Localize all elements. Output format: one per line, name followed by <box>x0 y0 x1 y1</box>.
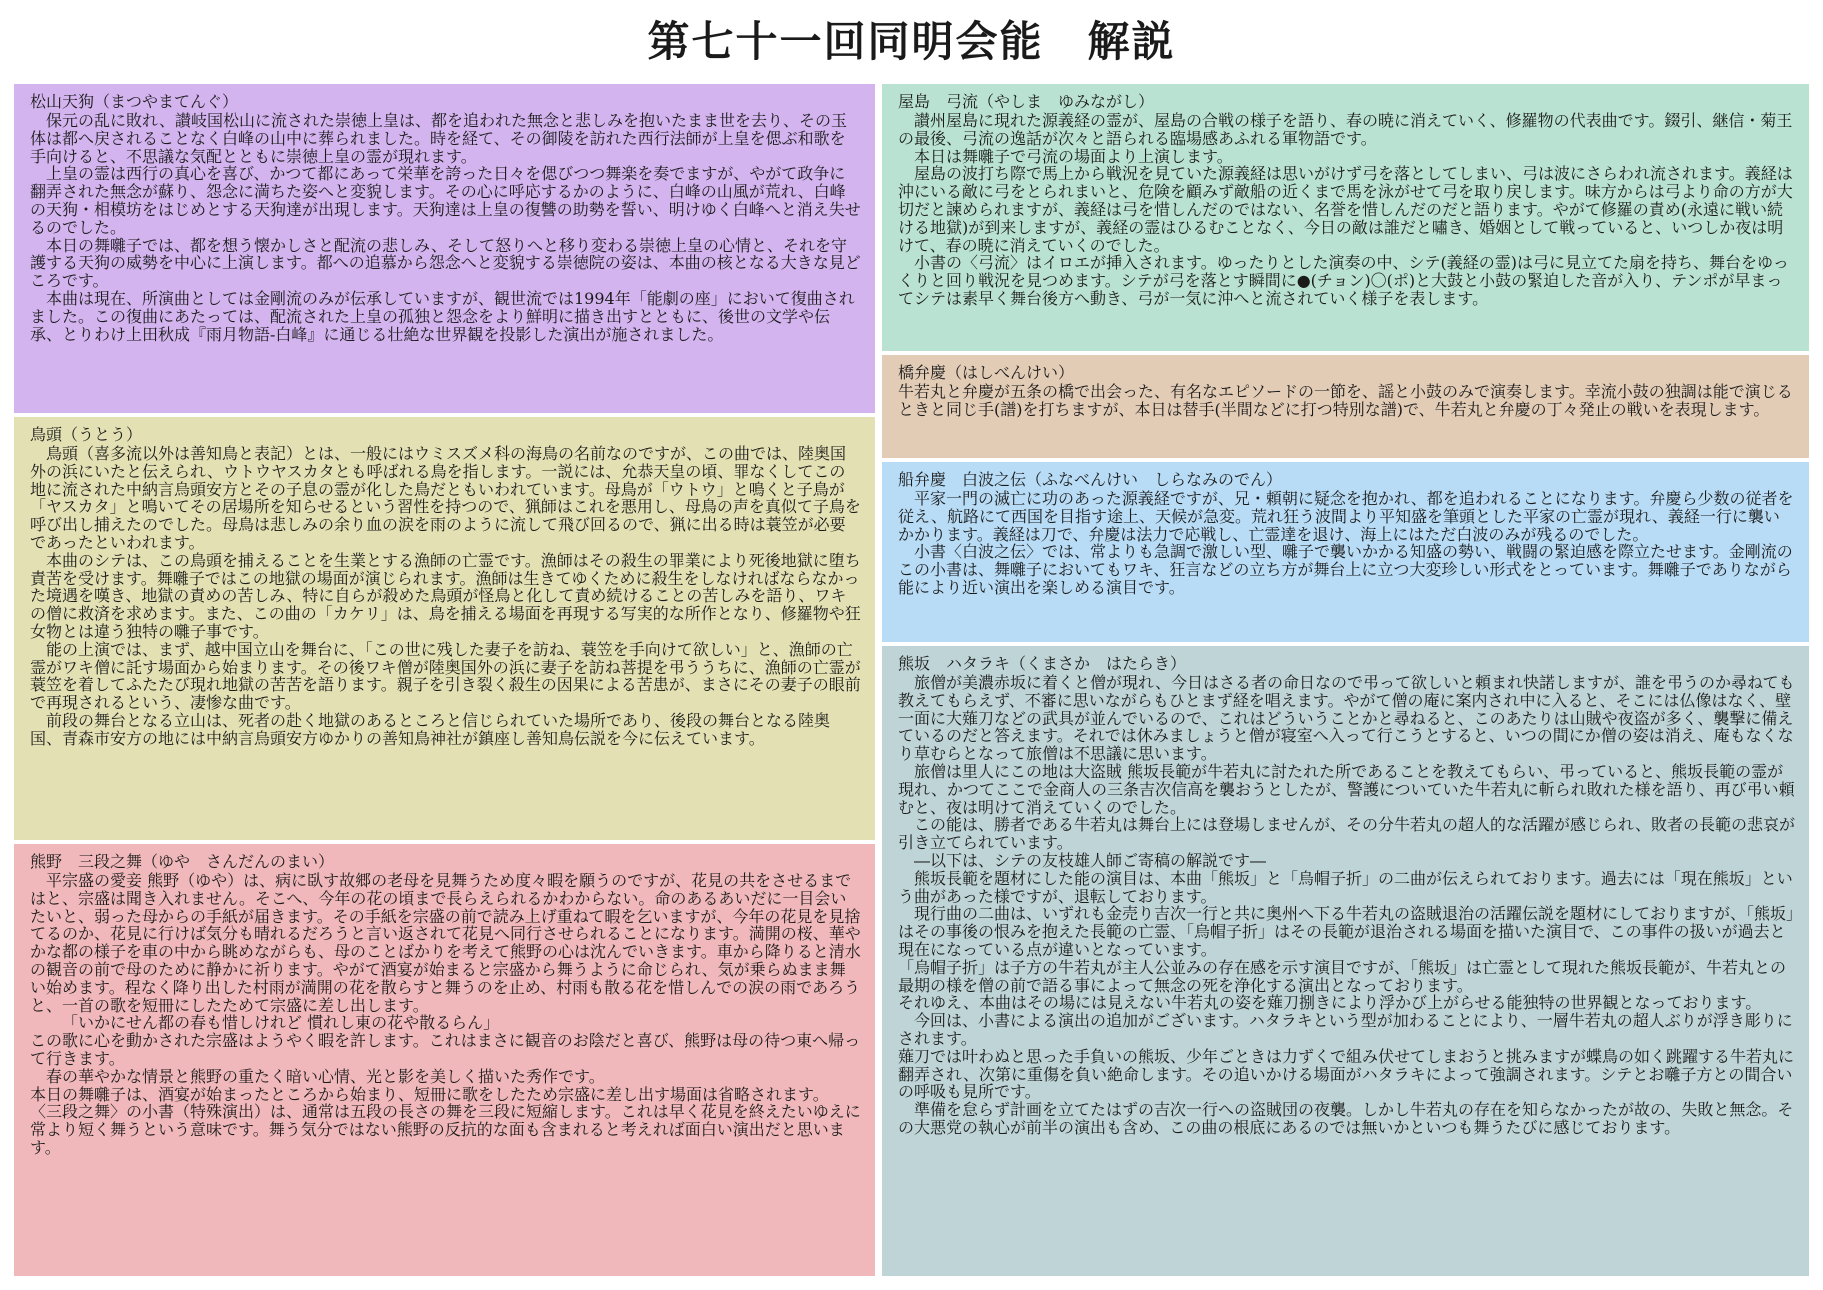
paragraph: 今回は、小書による演出の追加がございます。ハタラキという型が加わることにより、一層牛若丸の超人ぶりが浮き彫りにされます。 <box>898 1011 1793 1048</box>
section-title: 熊野 三段之舞（ゆや さんだんのまい） <box>30 852 335 871</box>
section-matsuyama-tengu <box>14 84 875 413</box>
paragraph: この能は、勝者である牛若丸は舞台上には登場しませんが、その分牛若丸の超人的な活躍が感じられ、敗者の長範の悲哀が引き立てられています。 <box>898 815 1795 853</box>
section-funabenkei <box>882 462 1809 642</box>
paragraph: 屋島の波打ち際で馬上から戦況を見ていた源義経は思いがけず弓を落としてしまい、弓は波にさらわれ流されます。義経は沖にいる敵に弓をとられまいと、危険を顧みず敵船の近くまで馬を泳がせて弓を取り戻します。味方からは弓より命の方が大切だと諫められますが、義経は弓を惜しんだのではない、名誉を惜しんだのだと語ります。やがて修羅の責め(永遠に戦い続ける地獄)が到来しますが、義経の霊はひるむことなく、今日の敵は誰だと嘯き、婚姻として戦っていると、いつしか夜は明けて、春の暁に消えていくのでした。 <box>898 164 1793 255</box>
paragraph: 牛若丸と弁慶が五条の橋で出会った、有名なエピソードの一節を、謡と小鼓のみで演奏します。幸流小鼓の独調は能で演じるときと同じ手(譜)を打ちますが、本日は替手(半間などに打つ特別な譜)で、牛若丸と弁慶の丁々発止の戦いを表現します。 <box>898 382 1793 419</box>
section-title: 橋弁慶（はしべんけい） <box>898 363 1075 382</box>
paragraph: 準備を怠らず計画を立てたはずの吉次一行への盗賊団の夜襲。しかし牛若丸の存在を知らなかったが故の、失敗と無念。その大悪党の執心が前半の演出も含め、この曲の根底にあるのでは無いかといつも舞うたびに感じております。 <box>898 1100 1794 1137</box>
section-title: 熊坂 ハタラキ（くまさか はたらき） <box>898 654 1187 673</box>
paragraph: 〈三段之舞〉の小書（特殊演出）は、通常は五段の長さの舞を三段に短縮します。これは早く花見を終えたいゆえに常より短く舞うという意味です。舞う気分ではない熊野の反抗的な面も含まれると考えれば面白い演出だと思います。 <box>30 1102 861 1157</box>
page-title: 第七十一回同明会能 解説 <box>647 17 1176 66</box>
paragraph: 保元の乱に敗れ、讃岐国松山に流された崇徳上皇は、都を追われた無念と悲しみを抱いたまま世を去り、その玉体は都へ戻されることなく白峰の山中に葬られました。時を経て、その御陵を訪れた西行法師が上皇を偲ぶ和歌を手向けると、不思議な気配とともに崇徳上皇の霊が現れます。 <box>30 111 847 166</box>
paragraph: ―以下は、シテの友枝雄人師ご寄稿の解説です― <box>914 850 1267 870</box>
paragraph: 上皇の霊は西行の真心を喜び、かつて都にあって栄華を誇った日々を偲びつつ舞楽を奏でますが、やがて政争に翻弄された無念が蘇り、怨念に満ちた姿へと変貌します。その心に呼応するかのように、白峰の山風が荒れ、白峰の天狗・相模坊をはじめとする天狗達が出現します。天狗達は上皇の復讐の助勢を誓い、明けゆく白峰へと消え失せるのでした。 <box>30 164 861 237</box>
paragraph: 本日は舞囃子で弓流の場面より上演します。 <box>914 146 1233 166</box>
paragraph: 熊坂長範を題材にした能の演目は、本曲「熊坂」と「烏帽子折」の二曲が伝えられております。過去には「現在熊坂」という曲があった様ですが、退転しております。 <box>898 868 1793 906</box>
paragraph: 旅僧が美濃赤坂に着くと僧が現れ、今日はさる者の命日なので弔って欲しいと頼まれ快諾しますが、誰を弔うのか尋ねても教えてもらえず、不審に思いながらもひとまず経を唱えます。やがて僧の庵に案内され中に入ると、そこには仏像はなく、壁一面に大薙刀などの武具が並んでいるので、これはどういうことかと尋ねると、このあたりは山賊や夜盗が多く、襲撃に備えているのだと答えます。それでは休みましょうと僧が寝室へ入って行こうとすると、いつの間にか僧の姿は消え、庵もなくなり草むらとなって旅僧は不思議に思います。 <box>898 673 1795 764</box>
paragraph: 讃州屋島に現れた源義経の霊が、屋島の合戦の様子を語り、春の暁に消えていく、修羅物の代表曲です。錣引、継信・菊王の最後、弓流の逸話が次々と語られる臨場感あふれる軍物語です。 <box>898 111 1793 148</box>
paragraph: 本日の舞囃子では、都を想う懐かしさと配流の悲しみ、そして怒りへと移り変わる崇徳上皇の心情と、それを守護する天狗の威勢を中心に上演します。都への追慕から怨念へと変貌する崇徳院の姿は、本曲の核となる大きな見どころです。 <box>30 235 861 291</box>
paragraph: 鳥頭（喜多流以外は善知鳥と表記）とは、一般にはウミスズメ科の海鳥の名前なのですが、この曲では、陸奥国外の浜にいたと伝えられ、ウトウヤスカタとも呼ばれる鳥を指します。一説には、允恭天皇の頃、罪なくしてこの地に流された中納言烏頭安方とその子息の霊が化した鳥だともいわれています。母鳥が「ウトウ」と鳴くと子鳥が「ヤスカタ」と鳴いてその居場所を知らせるという習性を持つので、猟師はこれを悪用し、母鳥の声を真似て子鳥を呼び出し捕えたのでした。母鳥は悲しみの余り血の涙を雨のように流して飛び回るので、猟に出る時は蓑笠が必要であったといわれます。 <box>30 444 861 552</box>
paragraph: この歌に心を動かされた宗盛はようやく暇を許します。これはまさに観音のお陰だと喜び、熊野は母の待つ東へ帰って行きます。 <box>30 1031 861 1068</box>
paragraph: 現行曲の二曲は、いずれも金売り吉次一行と共に奥州へ下る牛若丸の盗賊退治の活躍伝説を題材にしておりますが、「熊坂」はその事後の恨みを抱えた長範の亡霊、「烏帽子折」はその長範が退治される場面を描いた演目で、この事件の扱いが過去と現在になっている点が違いとなっています。 <box>898 904 1795 959</box>
paragraph: 小書の〈弓流〉はイロエが挿入されます。ゆったりとした演奏の中、シテ(義経の霊)は弓に見立てた扇を持ち、舞台をゆっくりと回り戦況を見つめます。シテが弓を落とす瞬間に●(チョン)〇(ポ)と大鼓と小鼓の緊迫した音が入り、テンポが早まってシテは素早く舞台後方へ動き、弓が一気に沖へと流されていく様子を表します。 <box>898 253 1789 308</box>
paragraph: 平宗盛の愛妾 熊野（ゆや）は、病に臥す故郷の老母を見舞うため度々暇を願うのですが、花見の共をさせるまではと、宗盛は聞き入れません。そこへ、今年の花の頃まで長らえられるかわからない。命のあるあいだに一目会いたいと、弱った母からの手紙が届きます。その手紙を宗盛の前で読み上げ重ねて暇を乞いますが、今年の花見を見捨てるのか、花見に行けば気分も晴れるだろうと言い返されて花見へ同行させられることになります。満開の桜、華やかな都の様子を車の中から眺めながらも、母のことばかりを考えて熊野の心は沈んでいきます。車から降りると清水の観音の前で母のために静かに祈ります。やがて酒宴が始まると宗盛から舞うように命じられ、気が乗らぬまま舞い始めます。程なく降り出した村雨が満開の花を散らすと舞うのを止め、村雨も散る花を惜しんでの涙の雨であろうと、一首の歌を短冊にしたためて宗盛に差し出します。 <box>30 871 861 1015</box>
section-title: 屋島 弓流（やしま ゆみながし） <box>898 92 1155 111</box>
paragraph: それゆえ、本曲はその場には見えない牛若丸の姿を薙刀捌きにより浮かび上がらせる能独特の世界観となっております。 <box>898 993 1762 1013</box>
section-yashima <box>882 84 1809 351</box>
paragraph: 本曲のシテは、この鳥頭を捕えることを生業とする漁師の亡霊です。漁師はその殺生の罪業により死後地獄に堕ち責苦を受けます。舞囃子ではこの地獄の場面が演じられます。漁師は生きてゆくために殺生をしなければならなかった境遇を嘆き、地獄の責めの苦しみ、特に自らが殺めた鳥頭が怪鳥と化して責め続けることの苦しみを語り、ワキの僧に救済を求めます。また、この曲の「カケリ」は、鳥を捕える場面を再現する写実的な所作となり、修羅物や狂女物とは違う独特の囃子事です。 <box>30 550 861 641</box>
poem: 「いかにせん都の春も惜しけれど 慣れし東の花や散るらん」 <box>62 1013 500 1033</box>
paragraph: 前段の舞台となる立山は、死者の赴く地獄のあるところと信じられていた場所であり、後段の舞台となる陸奥国、青森市安方の地には中納言烏頭安方ゆかりの善知鳥神社が鎮座し善知鳥伝説を今に伝えています。 <box>30 710 831 748</box>
section-kumasaka <box>882 646 1809 1276</box>
paragraph: 薙刀では叶わぬと思った手負いの熊坂、少年ごときは力ずくで組み伏せてしまおうと挑みますが蝶鳥の如く跳躍する牛若丸に翻弄され、次第に重傷を負い絶命します。その追いかける場面がハタラキによって強調されます。シテとお囃子方との間合いの呼吸も見所です。 <box>898 1046 1795 1102</box>
section-title: 松山天狗（まつやまてんぐ） <box>30 92 239 111</box>
section-uto <box>14 417 875 840</box>
paragraph: 小書〈白波之伝〉では、常よりも急調で激しい型、囃子で襲いかかる知盛の勢い、戦闘の緊迫感を際立たせます。金剛流のこの小書は、舞囃子においてもワキ、狂言などの立ち方が舞台上に立つ大変珍しい形式をとっています。舞囃子でありながら能により近い演出を楽しめる演目です。 <box>898 542 1793 597</box>
paragraph: 「烏帽子折」は子方の牛若丸が主人公並みの存在感を示す演目ですが、「熊坂」は亡霊として現れた熊坂長範が、牛若丸との最期の様を僧の前で語る事によって無念の死を浄化する演出となっております。 <box>898 957 1787 995</box>
section-title: 鳥頭（うとう） <box>30 425 143 444</box>
section-yuya <box>14 844 875 1276</box>
section-hashibenkei <box>882 355 1809 458</box>
paragraph: 春の華やかな情景と熊野の重たく暗い心情、光と影を美しく描いた秀作です。 <box>46 1066 605 1086</box>
paragraph: 平家一門の滅亡に功のあった源義経ですが、兄・頼朝に疑念を抱かれ、都を追われることになります。弁慶ら少数の従者を従え、航路にて西国を目指す途上、天候が急変。荒れ狂う波間より平知盛を筆頭とした平家の亡霊が現れ、義経一行に襲いかかります。義経は刀で、弁慶は法力で応戦し、亡霊達を退け、海上にはただ白波のみが残るのでした。 <box>898 489 1794 544</box>
paragraph: 本曲は現在、所演曲としては金剛流のみが伝承していますが、観世流では1994年「能劇の座」において復曲されました。この復曲にあたっては、配流された上皇の孤独と怨念をより鮮明に描き出すとともに、後世の文学や伝承、とりわけ上田秋成『雨月物語-白峰』に通じる壮絶な世界観を投影した演出が施されました。 <box>30 288 855 344</box>
section-title: 船弁慶 白波之伝（ふなべんけい しらなみのでん） <box>898 470 1283 489</box>
paragraph: 旅僧は里人にこの地は大盗賊 熊坂長範が牛若丸に討たれた所であることを教えてもらい、弔っていると、熊坂長範の霊が現れ、かつてここで金商人の三条吉次信高を襲おうとしたが、警護についていた牛若丸に斬られ敗れた様を語り、再び弔い頼むと、夜は明けて消えていくのでした。 <box>898 761 1795 817</box>
paragraph: 能の上演では、まず、越中国立山を舞台に、「この世に残した妻子を訪ね、蓑笠を手向けて欲しい」と、漁師の亡霊がワキ僧に託す場面から始まります。その後ワキ僧が陸奥国外の浜に妻子を訪ね菩提を弔ううちに、漁師の亡霊が蓑笠を着してふたたび現れ地獄の苦苦を語ります。親子を引き裂く殺生の因果による苦患が、まさにその妻子の眼前で再現されるという、凄惨な曲です。 <box>30 639 861 713</box>
paragraph: 本日の舞囃子は、酒宴が始まったところから始まり、短冊に歌をしたため宗盛に差し出す場面は省略されます。 <box>30 1084 829 1104</box>
